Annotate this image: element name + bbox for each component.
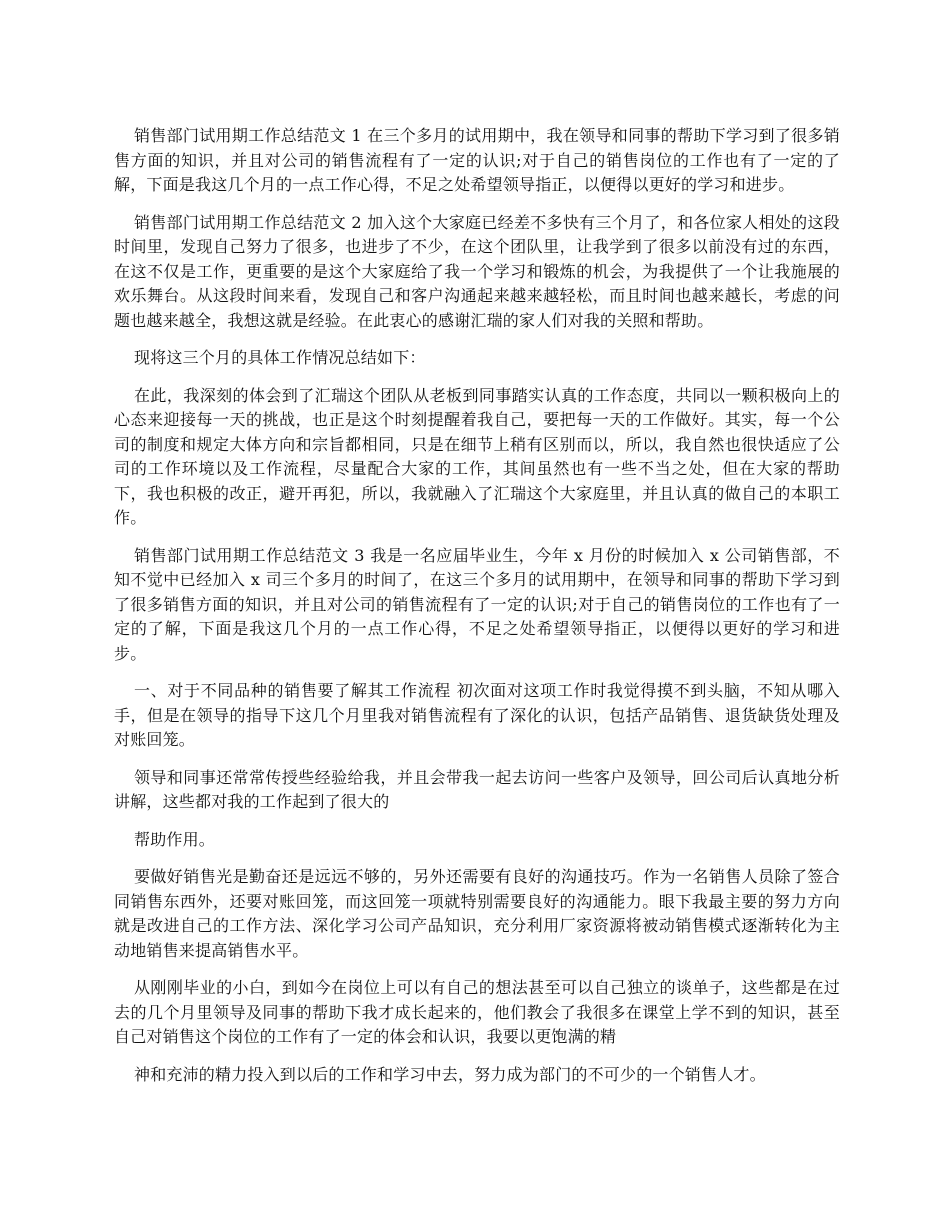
paragraph-11: 神和充沛的精力投入到以后的工作和学习中去，努力成为部门的不可少的一个销售人才。: [134, 1064, 766, 1084]
paragraph-5: 销售部门试用期工作总结范文 3 我是一名应届毕业生，今年 x 月份的时候加入 x 公司销售部，不知不觉中已经加入 x 司三个多月的时间了，在这三个多月的试用期中，在领导和同事的帮助下学习到了很多销售方面的知识，并且对公司的销售流程有了一定的认识;对于自己的销售岗位的工作也有了一定的了解，下面是我这几个月的一点工作心得，不足之处希望领导指正，以便得以更好的学习和进步。: [114, 545, 840, 663]
paragraph-1: 销售部门试用期工作总结范文 1 在三个多月的试用期中，我在领导和同事的帮助下学习到了很多销售方面的知识，并且对公司的销售流程有了一定的认识;对于自己的销售岗位的工作也有了一定的了解，下面是我这几个月的一点工作心得，不足之处希望领导指正，以便得以更好的学习和进步。: [114, 126, 840, 194]
paragraph-4: 在此，我深刻的体会到了汇瑞这个团队从老板到同事踏实认真的工作态度，共同以一颗积极向上的心态来迎接每一天的挑战，也正是这个时刻提醒着我自己，要把每一天的工作做好。其实，每一个公司的制度和规定大体方向和宗旨都相同，只是在细节上稍有区别而以，所以，我自然也很快适应了公司的工作环境以及工作流程，尽量配合大家的工作，其间虽然也有一些不当之处，但在大家的帮助下，我也积极的改正，避开再犯，所以，我就融入了汇瑞这个大家庭里，并且认真的做自己的本职工作。: [114, 385, 840, 527]
paragraph-8: 帮助作用。: [134, 829, 216, 849]
paragraph-3: 现将这三个月的具体工作情况总结如下：: [134, 348, 426, 367]
paragraph-7: 领导和同事还常常传授些经验给我，并且会带我一起去访问一些客户及领导，回公司后认真地分析讲解，这些都对我的工作起到了很大的: [114, 767, 840, 811]
paragraph-2: 销售部门试用期工作总结范文 2 加入这个大家庭已经差不多快有三个月了，和各位家人相处的这段时间里，发现自己努力了很多，也进步了不少，在这个团队里，让我学到了很多以前没有过的东西，在这不仅是工作，更重要的是这个大家庭给了我一个学习和锻炼的机会，为我提供了一个让我施展的欢乐舞台。从这段时间来看，发现自己和客户沟通起来越来越轻松，而且时间也越来越长，考虑的问题也越来越全，我想这就是经验。在此衷心的感谢汇瑞的家人们对我的关照和帮助。: [114, 212, 840, 330]
document-page: [114, 124, 840, 1100]
paragraph-9: 要做好销售光是勤奋还是远远不够的，另外还需要有良好的沟通技巧。作为一名销售人员除了签合同销售东西外，还要对账回笼，而这回笼一项就特别需要良好的沟通能力。眼下我最主要的努力方向就是改进自己的工作方法、深化学习公司产品知识，充分利用厂家资源将被动销售模式逐渐转化为主动地销售来提高销售水平。: [114, 867, 840, 960]
paragraph-10: 从刚刚毕业的小白，到如今在岗位上可以有自己的想法甚至可以自己独立的谈单子，这些都是在过去的几个月里领导及同事的帮助下我才成长起来的，他们教会了我很多在课堂上学不到的知识，甚至自己对销售这个岗位的工作有了一定的体会和认识，我要以更饱满的精: [114, 978, 840, 1046]
paragraph-6: 一、对于不同品种的销售要了解其工作流程 初次面对这项工作时我觉得摸不到头脑，不知从哪入手，但是在领导的指导下这几个月里我对销售流程有了深化的认识，包括产品销售、退货缺货处理及对账回笼。: [114, 681, 840, 749]
